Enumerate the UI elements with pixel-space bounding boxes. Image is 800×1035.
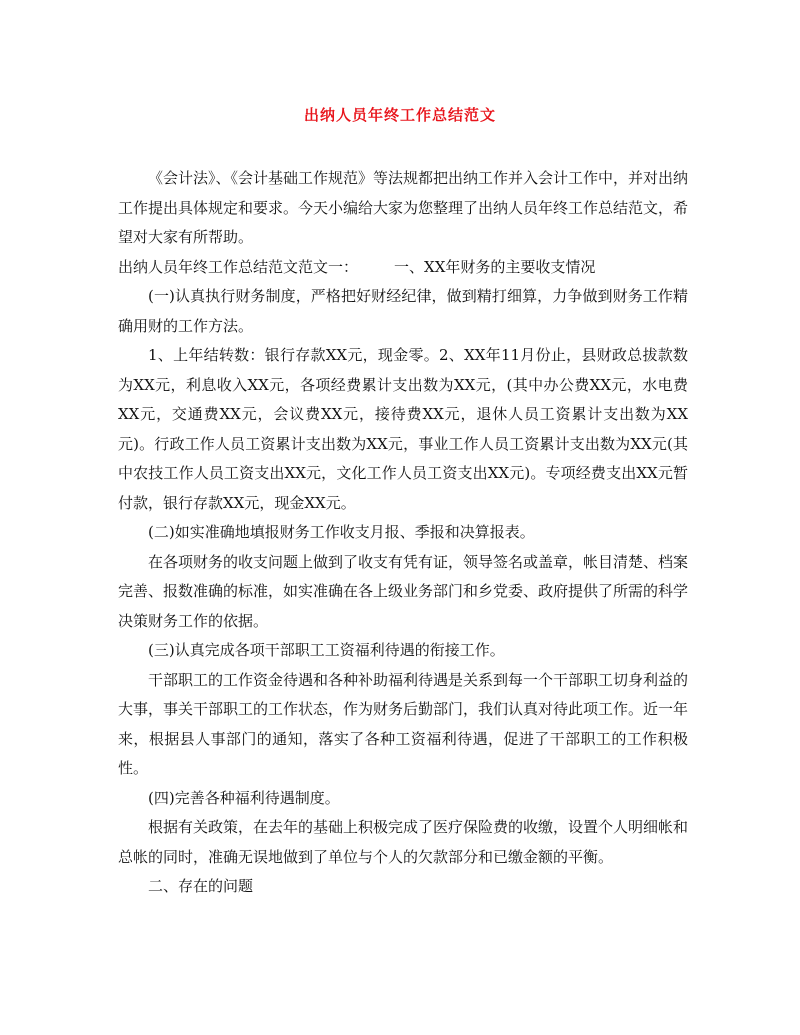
- paragraph-item-3: (三)认真完成各项干部职工工资福利待遇的衔接工作。: [148, 641, 505, 659]
- sample-heading: 出纳人员年终工作总结范文范文一：: [118, 257, 359, 276]
- section-heading-2: 二、存在的问题: [148, 877, 254, 895]
- document-body: [118, 164, 688, 902]
- paragraph-item-4: (四)完善各种福利待遇制度。: [148, 788, 340, 807]
- section-heading-1: 一、XX年财务的主要收支情况: [394, 257, 596, 276]
- paragraph-item-2: (二)如实准确地填报财务工作收支月报、季报和决算报表。: [148, 523, 535, 541]
- paragraph-item-4-detail: 根据有关政策，在去年的基础上积极完成了医疗保险费的收缴，设置个人明细帐和总帐的同时，准确无误地做到了单位与个人的欠款部分和已缴金额的平衡。: [118, 818, 689, 866]
- paragraph-item-1: (一)认真执行财务制度，严格把好财经纪律，做到精打细算，力争做到财务工作精确用财的工作方法。: [118, 287, 688, 335]
- paragraph-figures: 1、上年结转数：银行存款XX元，现金零。2、XX年11月份止，县财政总拔款数为XX元，利息收入XX元，各项经费累计支出数为XX元，(其中办公费XX元，水电费XX元，交通费XX元，会议费XX元，接待费XX元，退休人员工资累计支出数为XX元)。行政工作人员工资累计支出数为XX元，事业工作人员工资累计支出数为XX元(其中农技工作人员工资支出XX元，文化工作人员工资支出XX元)。专项经费支出XX元暂付款，银行存款XX元，现金XX元。: [118, 346, 688, 512]
- paragraph-item-2-detail: 在各项财务的收支问题上做到了收支有凭有证，领导签名或盖章，帐目清楚、档案完善、报数准确的标准，如实准确在各上级业务部门和乡党委、政府提供了所需的科学决策财务工作的依据。: [118, 552, 689, 630]
- paragraph-item-3-detail: 干部职工的工作资金待遇和各种补助福利待遇是关系到每一个干部职工切身利益的大事，事关干部职工的工作状态，作为财务后勤部门，我们认真对待此项工作。近一年来，根据县人事部门的通知，落实了各种工资福利待遇，促进了干部职工的工作积极性。: [118, 670, 689, 777]
- paragraph-section-heading: [118, 253, 688, 283]
- paragraph-intro: 《会计法》、《会计基础工作规范》等法规都把出纳工作并入会计工作中，并对出纳工作提出具体规定和要求。今天小编给大家为您整理了出纳人员年终工作总结范文，希望对大家有所帮助。: [118, 169, 689, 246]
- document-title: 出纳人员年终工作总结范文: [303, 106, 496, 124]
